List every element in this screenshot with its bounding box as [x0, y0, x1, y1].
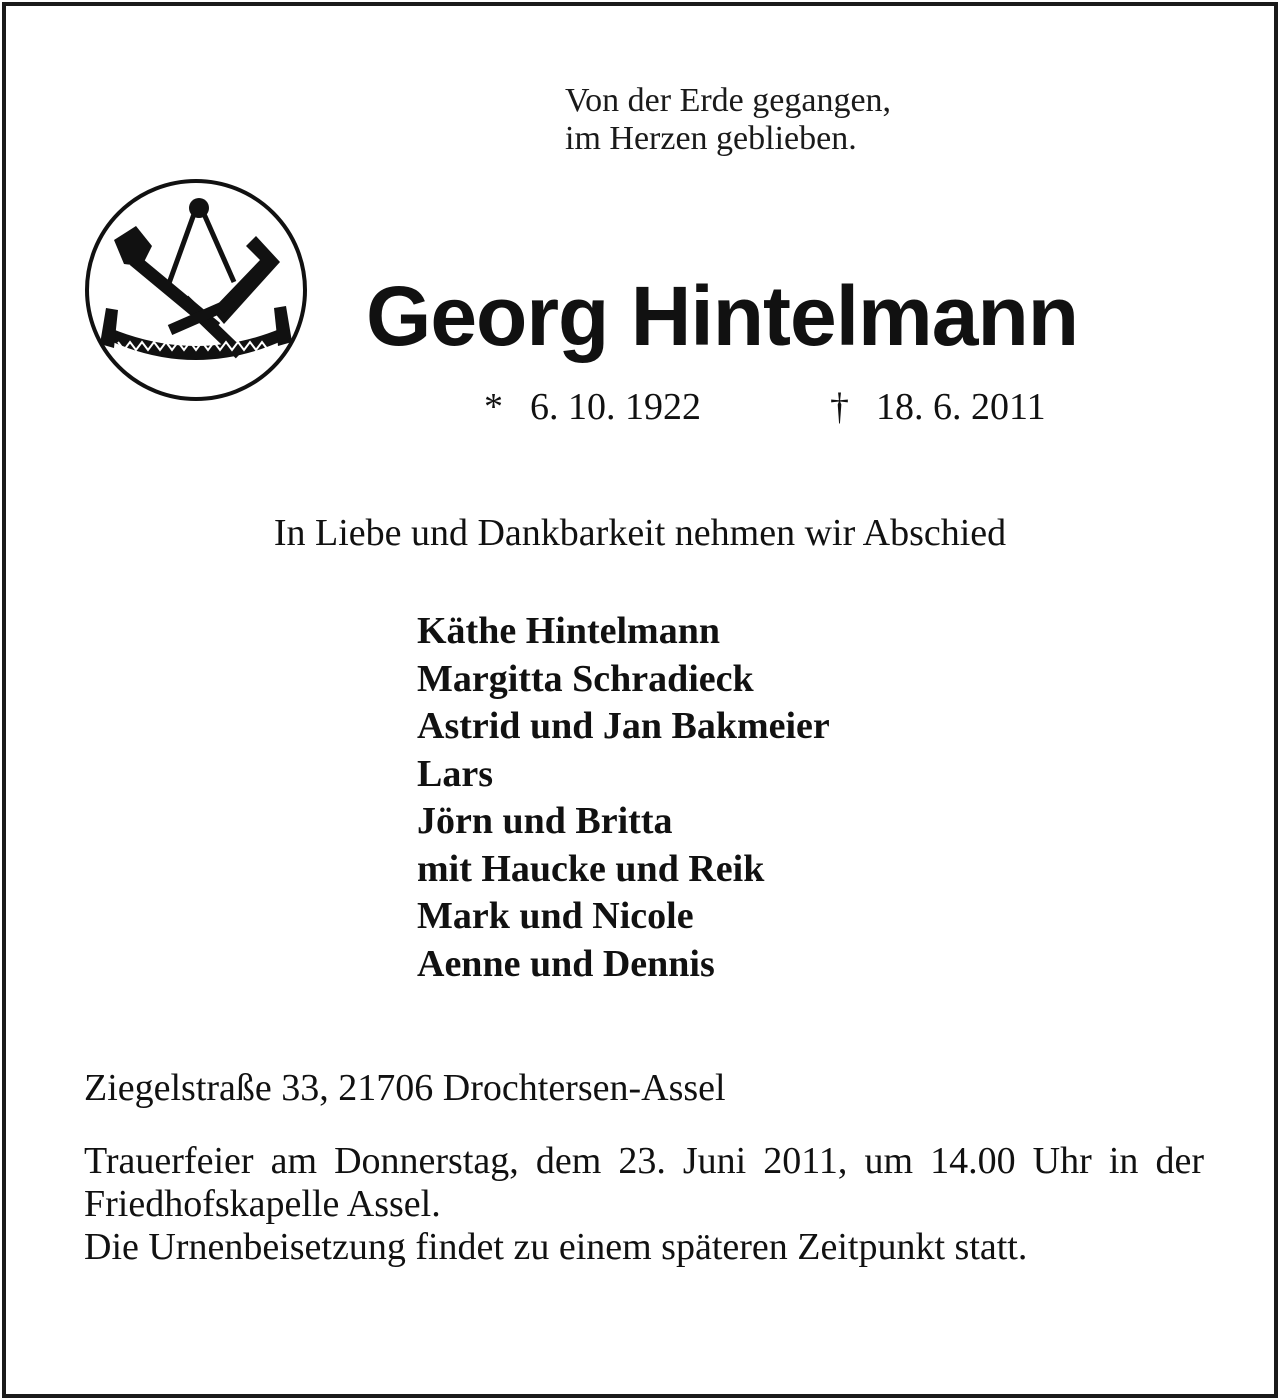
- mourner: Lars: [417, 752, 493, 795]
- death-symbol: †: [830, 386, 849, 428]
- family-address: Ziegelstraße 33, 21706 Drochtersen-Assel: [84, 1067, 726, 1109]
- urn-burial-text: Die Urnenbeisetzung findet zu einem späteren Zeitpunkt statt.: [84, 1226, 1028, 1268]
- birth-date-line: [484, 386, 701, 428]
- mourner: Aenne und Dennis: [417, 942, 715, 985]
- birth-symbol: *: [484, 386, 503, 428]
- mourners-list: [417, 608, 830, 988]
- mourner: Käthe Hintelmann: [417, 610, 720, 652]
- deceased-name: Georg Hintelmann: [366, 269, 1079, 363]
- carpenter-guild-emblem-icon: [84, 178, 308, 402]
- motto-line-1: Von der Erde gegangen,: [565, 82, 892, 119]
- funeral-service-text: Trauerfeier am Donnerstag, dem 23. Juni 2011, um 14.00 Uhr in der Friedhofskapelle Assel.: [84, 1140, 1204, 1225]
- death-date: 18. 6. 2011: [876, 386, 1046, 428]
- mourner: Margitta Schradieck: [417, 657, 754, 700]
- mourner: Jörn und Britta: [417, 800, 673, 842]
- farewell-text: In Liebe und Dankbarkeit nehmen wir Abschied: [273, 512, 1007, 554]
- birth-date: 6. 10. 1922: [530, 386, 701, 428]
- service-info: [84, 1140, 1204, 1269]
- mourner: mit Haucke und Reik: [417, 847, 765, 890]
- mourner: Mark und Nicole: [417, 895, 694, 937]
- motto: [565, 82, 891, 158]
- death-date-line: [830, 386, 1046, 428]
- mourner: Astrid und Jan Bakmeier: [417, 705, 830, 747]
- motto-line-2: im Herzen geblieben.: [565, 120, 857, 157]
